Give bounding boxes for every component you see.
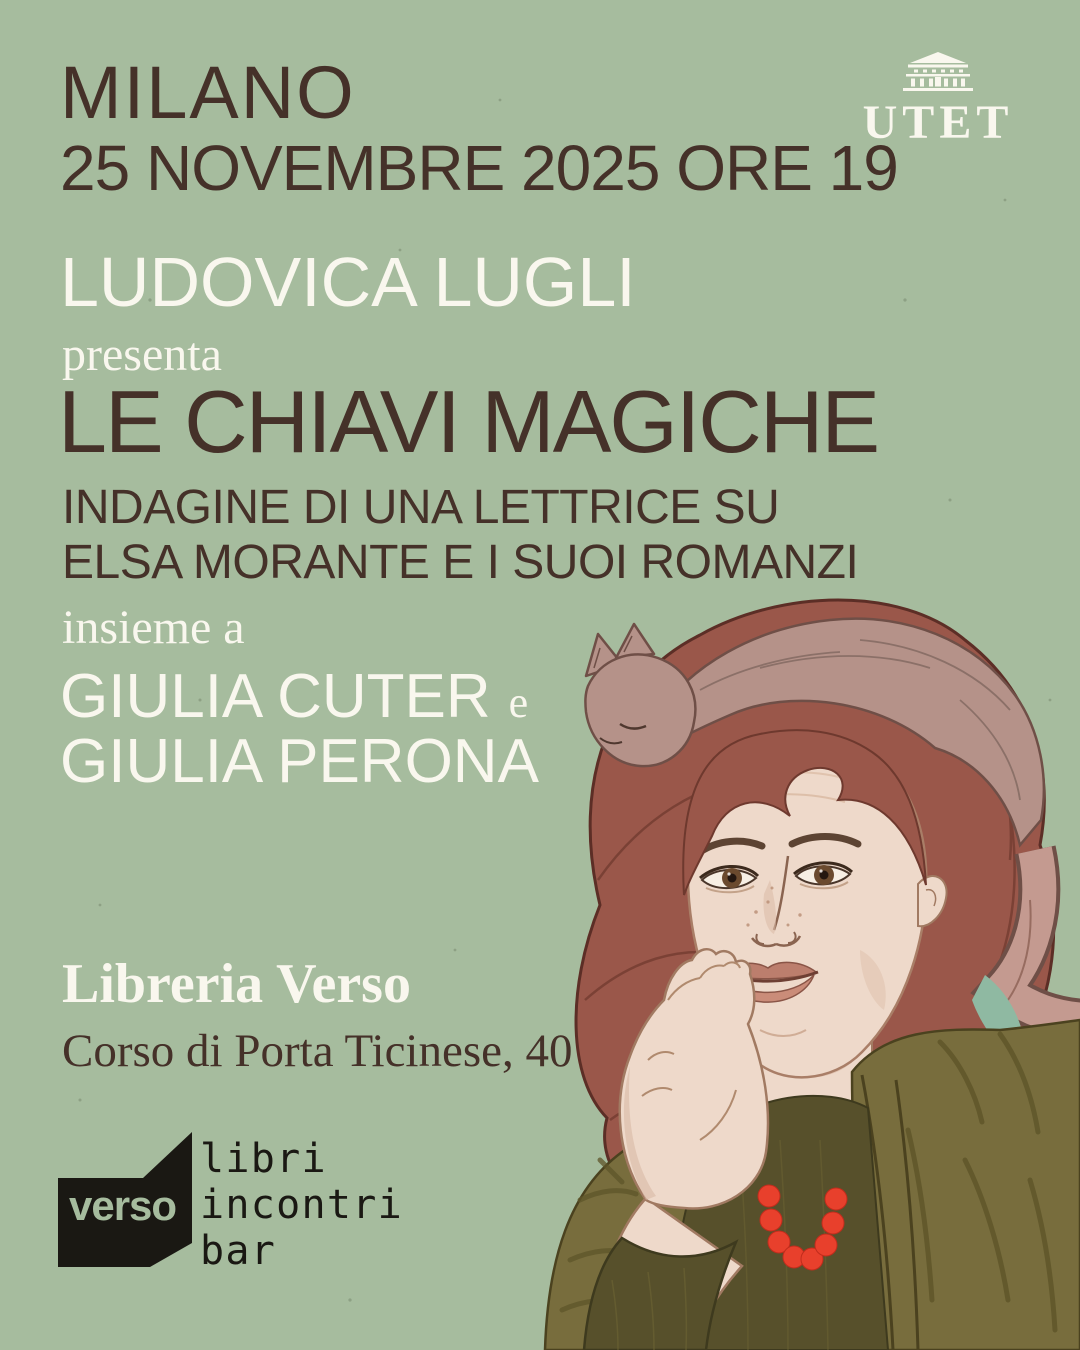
verso-tagline bbox=[200, 1136, 403, 1274]
guest-connector: e bbox=[508, 678, 529, 727]
left-eye bbox=[700, 866, 758, 892]
jacket-right bbox=[852, 1020, 1080, 1350]
guest-line-1 bbox=[60, 662, 529, 731]
verso-bookshop-logo bbox=[58, 1132, 192, 1267]
tagline-incontri: incontri bbox=[200, 1182, 404, 1228]
presents-label: presenta bbox=[62, 328, 222, 381]
guest1-name: GIULIA CUTER bbox=[60, 662, 491, 731]
venue-name: Libreria Verso bbox=[62, 953, 411, 1015]
utet-wordmark: UTET bbox=[862, 96, 1014, 149]
tagline-bar: bar bbox=[200, 1228, 277, 1274]
classical-building-icon bbox=[896, 52, 980, 92]
tagline-libri: libri bbox=[200, 1136, 327, 1182]
utet-publisher-logo bbox=[856, 52, 1020, 150]
book-subtitle-line2: ELSA MORANTE E I SUOI ROMANZI bbox=[62, 536, 859, 589]
book-title: LE CHIAVI MAGICHE bbox=[58, 372, 879, 471]
guest2-name: GIULIA PERONA bbox=[60, 727, 539, 796]
right-eye bbox=[794, 863, 852, 888]
book-subtitle-line1: INDAGINE DI UNA LETTRICE SU bbox=[62, 481, 780, 534]
author-name: LUDOVICA LUGLI bbox=[60, 243, 636, 321]
venue-address: Corso di Porta Ticinese, 40 bbox=[62, 1025, 573, 1077]
event-city: MILANO bbox=[60, 51, 356, 134]
verso-wordmark: verso bbox=[69, 1182, 177, 1229]
with-label: insieme a bbox=[62, 601, 245, 654]
event-datetime: 25 NOVEMBRE 2025 ORE 19 bbox=[60, 132, 898, 204]
